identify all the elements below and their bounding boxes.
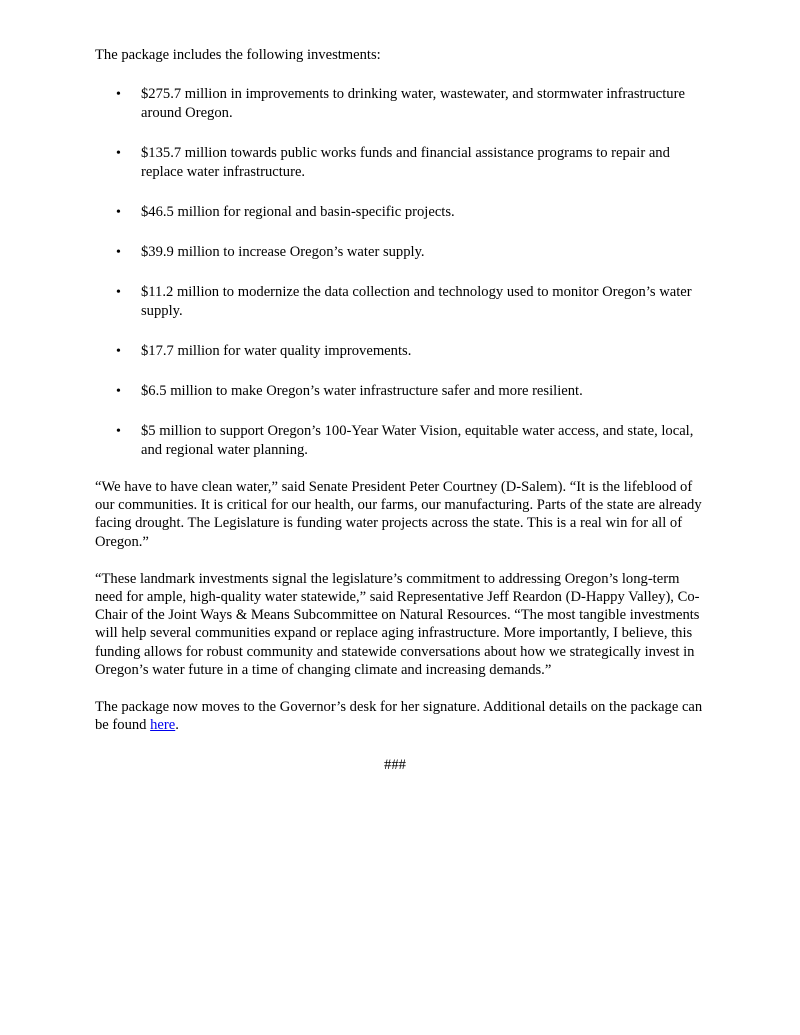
list-item bbox=[95, 203, 705, 222]
list-item bbox=[95, 144, 705, 182]
list-item bbox=[95, 243, 705, 262]
details-link[interactable]: here bbox=[150, 717, 176, 734]
investment-text: $46.5 million for regional and basin-specific projects. bbox=[141, 204, 455, 220]
bullet-icon: • bbox=[116, 344, 121, 359]
courtney-quote: “We have to have clean water,” said Senate President Peter Courtney (D-Salem). “It is the lifeblood of our communities. It is critical for our health, our farms, our manufacturing. Parts of the state are already facing drought. The Legislature is funding water projects across the state. This is a real win for all of Oregon.” bbox=[95, 479, 702, 550]
bullet-icon: • bbox=[116, 146, 121, 161]
investment-text: $6.5 million to make Oregon’s water infrastructure safer and more resilient. bbox=[141, 383, 583, 399]
bullet-icon: • bbox=[116, 205, 121, 220]
closing-text: The package now moves to the Governor’s desk for her signature. Additional details on the package can be found bbox=[95, 699, 703, 734]
bullet-icon: • bbox=[116, 424, 121, 439]
investment-text: $17.7 million for water quality improvements. bbox=[141, 343, 412, 359]
bullet-icon: • bbox=[116, 245, 121, 260]
document-page bbox=[95, 46, 705, 775]
closing-paragraph bbox=[95, 698, 705, 734]
closing-period: . bbox=[175, 717, 179, 734]
list-item bbox=[95, 283, 705, 321]
investment-text: $275.7 million in improvements to drinking water, wastewater, and stormwater infrastructure around Oregon. bbox=[141, 86, 685, 121]
list-item bbox=[95, 342, 705, 361]
reardon-quote: “These landmark investments signal the legislature’s commitment to addressing Oregon’s long-term need for ample, high-quality water statewide,” said Representative Jeff Reardon (D-Happy Valley), Co-Chair of the Joint Ways & Means Subcommittee on Natural Resources. “The most tangible investments will help several communities expand or replace aging infrastructure. More importantly, I believe, this funding allows for robust community and statewide conversations about how we strategically invest in Oregon’s water future in a time of changing climate and increasing demands.” bbox=[95, 570, 700, 678]
investment-text: $39.9 million to increase Oregon’s water supply. bbox=[141, 244, 425, 260]
list-item bbox=[95, 382, 705, 401]
list-item bbox=[95, 422, 705, 460]
investment-text: $5 million to support Oregon’s 100-Year Water Vision, equitable water access, and state, local, and regional water planning. bbox=[141, 423, 694, 458]
investment-text: $135.7 million towards public works funds and financial assistance programs to repair and replace water infrastructure. bbox=[141, 145, 670, 180]
investments-list bbox=[95, 85, 705, 460]
bullet-icon: • bbox=[116, 87, 121, 102]
list-item bbox=[95, 85, 705, 123]
bullet-icon: • bbox=[116, 384, 121, 399]
investment-text: $11.2 million to modernize the data collection and technology used to monitor Oregon’s water supply. bbox=[141, 284, 692, 319]
end-mark: ### bbox=[384, 757, 406, 774]
intro-text: The package includes the following investments: bbox=[95, 47, 381, 63]
bullet-icon: • bbox=[116, 285, 121, 300]
